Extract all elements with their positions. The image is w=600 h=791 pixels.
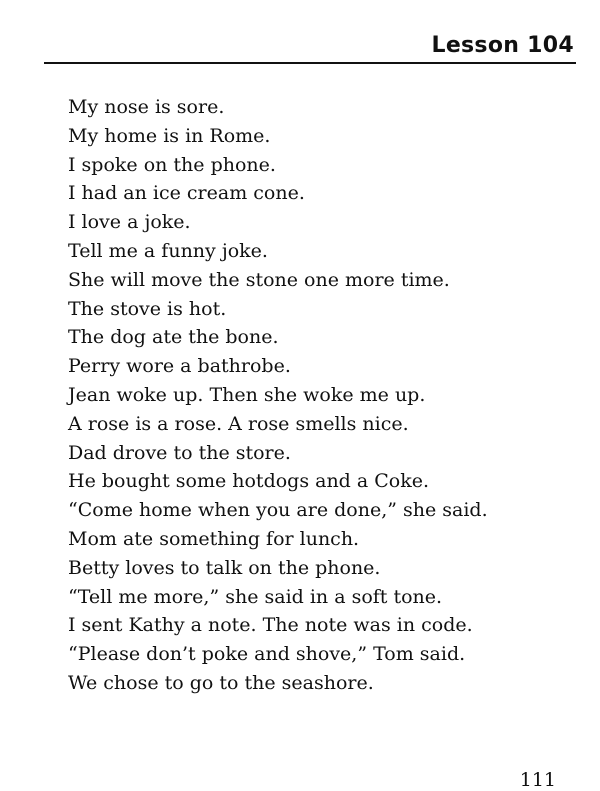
sentence-line: Mom ate something for lunch.: [68, 527, 360, 550]
sentence-line: A rose is a rose. A rose smells nice.: [68, 412, 409, 435]
sentence-line: “Come home when you are done,” she said.: [68, 499, 488, 522]
sentence-line: The dog ate the bone.: [68, 326, 279, 349]
page-number: 111: [519, 769, 556, 791]
sentence-line: Jean woke up. Then she woke me up.: [68, 383, 426, 406]
sentence-line: I spoke on the phone.: [68, 153, 276, 176]
sentence-line: Betty loves to talk on the phone.: [68, 556, 381, 579]
sentence-line: She will move the stone one more time.: [68, 268, 450, 291]
sentence-line: The stove is hot.: [68, 297, 227, 320]
sentence-line: I had an ice cream cone.: [68, 182, 305, 205]
lesson-title: Lesson 104: [431, 33, 574, 58]
sentence-line: He bought some hotdogs and a Coke.: [68, 470, 430, 493]
sentence-line: “Please don’t poke and shove,” Tom said.: [68, 643, 466, 666]
sentence-line: I love a joke.: [68, 211, 191, 234]
sentence-line: “Tell me more,” she said in a soft tone.: [68, 585, 443, 608]
sentence-line: Tell me a funny joke.: [68, 239, 268, 262]
sentence-line: My home is in Rome.: [68, 124, 271, 147]
sentence-list: [68, 93, 578, 698]
sentence-line: I sent Kathy a note. The note was in code.: [68, 614, 473, 637]
sentence-line: Perry wore a bathrobe.: [68, 355, 291, 378]
sentence-line: My nose is sore.: [68, 96, 225, 118]
sentence-line: We chose to go to the seashore.: [68, 671, 374, 694]
header-rule: [44, 62, 576, 64]
sentence-line: Dad drove to the store.: [68, 441, 291, 464]
